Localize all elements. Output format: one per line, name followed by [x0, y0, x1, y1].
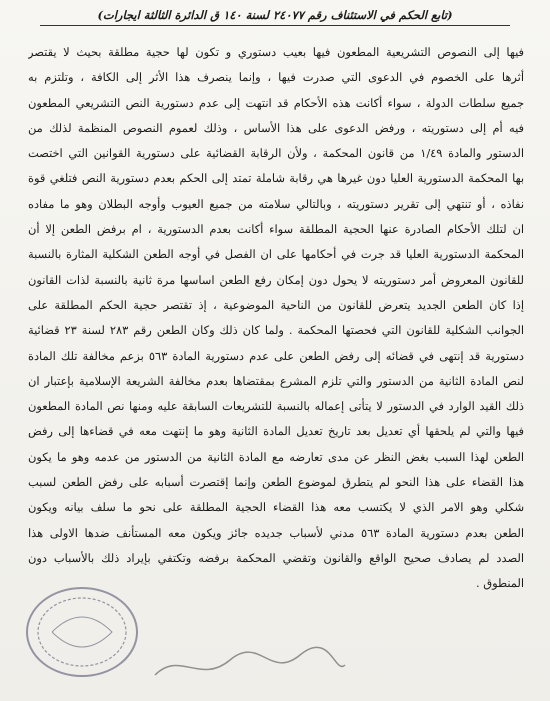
- text-line: المحكمة الدستورية العليا قد جرت في أحكامها على ان الفصل في أوجه الطعن الشكلية المثارة بالنسبة: [28, 247, 524, 262]
- text-line: فيها إلى النصوص التشريعية المطعون فيها بعيب دستوري و تكون لها حجية مطلقة بحيث لا يقتصر: [28, 45, 524, 59]
- text-line: إذا كان الطعن الجديد يتعرض للقانون من الناحية الموضوعية ، إذ تقتصر حجية الحكم المطلقة على: [28, 297, 524, 312]
- text-line: هذا القضاء على هذا النحو لم يتطرق لموضوع الطعن وإنما إقتصرت أسبابه على رفض الطعن لسبب: [28, 475, 524, 490]
- text-line: الطعن لهذا السبب بغض النظر عن مدى تعارضه مع المادة الثانية من الدستور من عدمه وهو ما يكون: [28, 449, 524, 464]
- text-line: جميع سلطات الدولة ، سواء أكانت هذه الأحكام قد انتهت إلى عدم دستورية النص التشريعي المطعون: [28, 95, 524, 110]
- text-line: ذلك القيد الوارد في الدستور لا يتأتى إعماله بالنسبة للتشريعات السابقة عليه ومنها نص المادة المطعون: [28, 399, 524, 414]
- text-line: أثرها على الخصوم في الدعوى التي صدرت فيها ، وإنما ينصرف هذا الأثر إلى الكافة ، وتلتزم به: [28, 70, 524, 85]
- court-stamp: [22, 582, 142, 682]
- text-line: لنص المادة الثانية من الدستور والتي تلزم المشرع بمقتضاها بعدم مخالفة الشريعة الإسلامية بإعتبار ان: [28, 373, 524, 388]
- page-header: (تابع الحكم في الاستئناف رقم ٢٤٠٧٧ لسنة ١٤٠ ق الدائرة الثالثة ايجارات): [40, 8, 510, 26]
- text-line: نفاذه ، أو تنتهي إلى تقرير دستوريته ، وبالتالي سلامته من جميع العيوب وأوجه البطلان وهو ما مفاده: [28, 196, 524, 211]
- text-line: للقانون المعروض أمر دستوريته لا يحول دون إمكان رفع الطعن اساسها مرة ثانية بالنسبة لذات القانون: [28, 272, 524, 287]
- text-line: بها المحكمة الدستورية العليا دون غيرها هي رقابة شاملة تمتد إلى الحكم بعدم دستورية النص فتلغي قوة: [28, 171, 524, 186]
- text-line: الدستور والمادة ١/٤٩ من قانون المحكمة ، ولأن الرقابة القضائية على دستورية القوانين التي اختصت: [28, 146, 524, 161]
- text-line: الجوانب الشكلية للقانون التي فحصتها المحكمة . ولما كان ذلك وكان الطعن رقم ٢٨٣ لسنة ٢٣ قضائية: [28, 323, 524, 338]
- text-line: المنطوق .: [476, 576, 524, 591]
- signature: [150, 640, 350, 690]
- text-line: فيه أم إلى دستوريته ، ورفض الدعوى على هذا الأساس ، وذلك لعموم النصوص المنظمة لذلك من: [28, 120, 524, 135]
- text-line: شكلي وهو الامر الذي لا يكتسب معه هذا القضاء الحجية المطلقة على نحو ما سلف بيانه ويكون: [28, 500, 524, 515]
- text-line: الصدد لم يصادف صحيح الواقع والقانون وتقضي المحكمة برفضه وتكتفي بإيراد ذلك بالأسباب دون: [28, 550, 524, 565]
- text-line: فيها والتي لم يلحقها أي تعديل بعد تاريخ تعديل المادة الثانية وهو ما إنتهت معه في قضاءها إلى رفض: [28, 424, 524, 439]
- document-body: [28, 40, 524, 597]
- text-line: دستورية قد إنتهى في قضائه إلى رفض الطعن على عدم دستورية المادة ٥٦٣ بزعم مخالفة تلك المادة: [28, 348, 524, 363]
- text-line: ان لتلك الأحكام الصادرة عنها الحجية المطلقة سواء أكانت بعدم الدستورية ، ام برفض الطعن إلا أن: [28, 222, 524, 237]
- text-line: الطعن بعدم دستورية المادة ٥٦٣ مدني لأسباب جديده جائز ويكون معه المستأنف ضدها الاولى هذا: [28, 525, 524, 540]
